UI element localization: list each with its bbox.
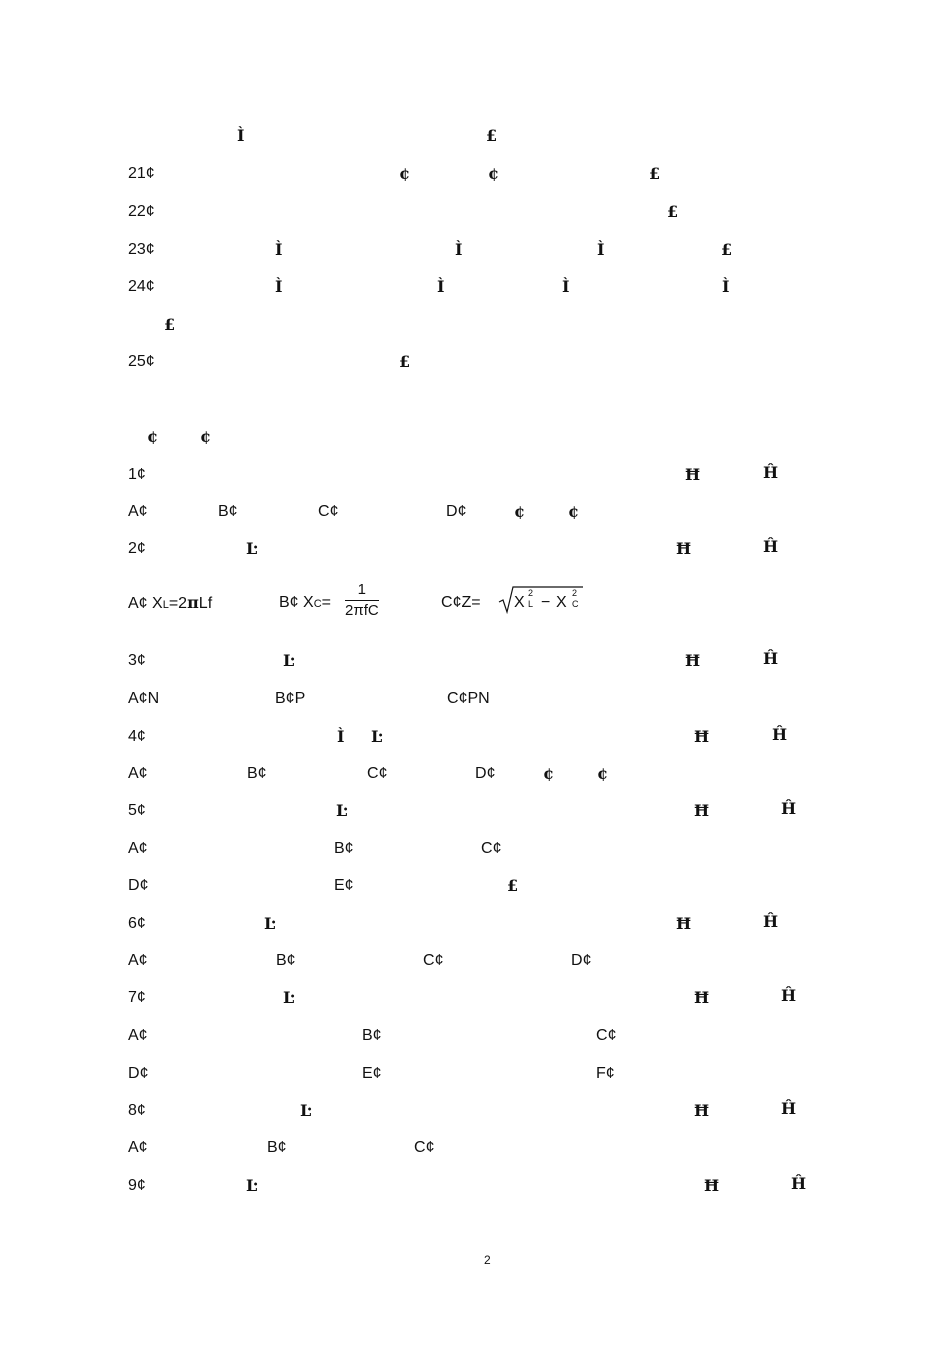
question-number-5: 5¢ [128,802,146,819]
glyph-cent: ¢ [488,164,500,183]
option-c: C¢ [596,1027,617,1044]
superscript-2: 2 [528,588,534,598]
glyph-h-circumflex: Ĥ [791,1174,807,1193]
glyph-h: Ħ [704,1176,720,1195]
fraction-1-over-2pifc: 1 2πfC [345,581,379,619]
option-a: A¢ [128,1139,148,1156]
radicand-xl-squared: X [514,594,525,611]
glyph-pound: £ [507,876,519,895]
radicand-xc-squared: X [556,594,567,611]
formula-capacitive-reactance: B¢ XC= [279,594,331,611]
question-number-4: 4¢ [128,728,146,745]
glyph-cent: ¢ [597,764,609,783]
glyph-h: Ħ [685,651,701,670]
question-number-21: 21¢ [128,165,155,182]
option-b: B¢P [275,690,306,707]
option-c: C¢PN [447,690,490,707]
glyph-cent: ¢ [399,164,411,183]
glyph-h-circumflex: Ĥ [763,649,779,668]
glyph-h: Ħ [694,727,710,746]
glyph-h: Ħ [676,539,692,558]
glyph-pound: £ [649,164,661,183]
option-a: A¢ [128,1027,148,1044]
glyph-l: Ŀ [371,727,383,746]
subscript-c: C [572,599,579,609]
option-c: C¢ [367,765,388,782]
glyph-i: Ì [455,240,463,259]
option-e: E¢ [362,1065,382,1082]
question-number-7: 7¢ [128,989,146,1006]
glyph-cent: ¢ [514,502,526,521]
glyph-h: Ħ [676,914,692,933]
glyph-h: Ħ [694,1101,710,1120]
glyph-l: Ŀ [283,988,295,1007]
option-b: B¢ [218,503,238,520]
option-e: E¢ [334,877,354,894]
option-a: A¢ [128,503,148,520]
glyph-i: Ì [275,277,283,296]
option-d: D¢ [446,503,467,520]
option-c: C¢ [318,503,339,520]
glyph-pound: £ [164,315,176,334]
option-b: B¢ [267,1139,287,1156]
option-f: F¢ [596,1065,615,1082]
glyph-h-circumflex: Ĥ [781,986,797,1005]
formula-inductive-reactance: A¢ XL=2πLf [128,593,213,612]
glyph-l: Ŀ [246,539,258,558]
question-number-24: 24¢ [128,278,155,295]
glyph-i: Ì [237,126,245,145]
option-b: B¢ [334,840,354,857]
option-c: C¢ [414,1139,435,1156]
glyph-h: Ħ [694,988,710,1007]
glyph-pound: £ [721,240,733,259]
glyph-h-circumflex: Ĥ [772,725,788,744]
option-b: B¢ [247,765,267,782]
glyph-i: Ì [562,277,570,296]
glyph-h-circumflex: Ĥ [763,912,779,931]
glyph-h: Ħ [685,465,701,484]
glyph-i: Ì [275,240,283,259]
superscript-2: 2 [572,588,578,598]
question-number-9: 9¢ [128,1177,146,1194]
glyph-h-circumflex: Ĥ [781,799,797,818]
glyph-i: Ì [337,727,345,746]
subscript-l: L [528,599,534,609]
option-d: D¢ [128,877,149,894]
glyph-h-circumflex: Ĥ [781,1099,797,1118]
option-c: C¢ [481,840,502,857]
glyph-h-circumflex: Ĥ [763,537,779,556]
option-a: A¢ [128,765,148,782]
glyph-l: Ŀ [246,1176,258,1195]
option-d: D¢ [571,952,592,969]
question-number-6: 6¢ [128,915,146,932]
option-a: A¢ [128,840,148,857]
option-b: B¢ [362,1027,382,1044]
option-d: D¢ [128,1065,149,1082]
glyph-i: Ì [722,277,730,296]
glyph-pound: £ [399,352,411,371]
formula-impedance: C¢Z= [441,594,481,611]
question-number-23: 23¢ [128,241,155,258]
question-number-3: 3¢ [128,652,146,669]
question-number-8: 8¢ [128,1102,146,1119]
glyph-l: Ŀ [264,914,276,933]
question-number-2: 2¢ [128,540,146,557]
glyph-h-circumflex: Ĥ [763,463,779,482]
question-number-1: 1¢ [128,466,146,483]
glyph-pound: £ [667,202,679,221]
glyph-cent: ¢ [147,427,159,446]
question-number-25: 25¢ [128,353,155,370]
glyph-i: Ì [597,240,605,259]
glyph-h: Ħ [694,801,710,820]
option-d: D¢ [475,765,496,782]
option-a: A¢ [128,952,148,969]
glyph-cent: ¢ [543,764,555,783]
glyph-pound: £ [486,126,498,145]
page-number: 2 [484,1253,491,1267]
question-number-22: 22¢ [128,203,155,220]
glyph-cent: ¢ [568,502,580,521]
option-c: C¢ [423,952,444,969]
minus-sign: − [541,594,551,611]
glyph-l: Ŀ [300,1101,312,1120]
option-b: B¢ [276,952,296,969]
glyph-cent: ¢ [200,427,212,446]
option-a: A¢N [128,690,160,707]
glyph-i: Ì [437,277,445,296]
glyph-l: Ŀ [283,651,295,670]
glyph-l: Ŀ [336,801,348,820]
